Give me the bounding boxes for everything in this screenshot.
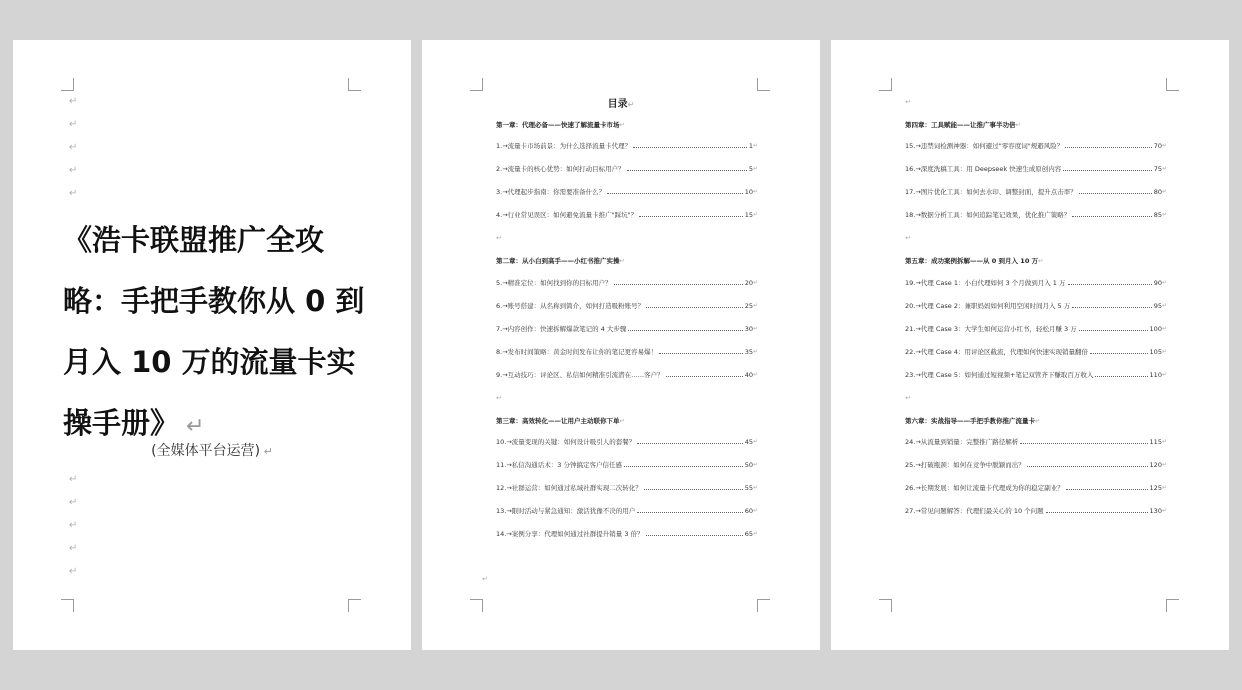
- paragraph-mark-icon: ↵: [69, 165, 78, 176]
- toc-entry[interactable]: 13.→限时活动与紧急通知：激活犹豫不决的用户 60 ↵: [496, 507, 758, 515]
- toc-page-2: [831, 40, 1229, 650]
- toc-entry[interactable]: 25.→打破瓶颈：如何在竞争中脱颖而出？ 120 ↵: [905, 461, 1167, 469]
- toc-chapter-heading[interactable]: 第六章：实战指导——手把手教你推广流量卡↵: [905, 417, 1041, 425]
- toc-entry[interactable]: 19.→代理 Case 1：小白代理如何 3 个月做到月入 1 万 90 ↵: [905, 279, 1167, 287]
- corner-mark: [879, 78, 892, 91]
- paragraph-mark-icon: ↵: [69, 96, 78, 107]
- corner-mark: [61, 599, 74, 612]
- toc-entry[interactable]: 8.→发布时间策略：黄金时间发布让你的笔记更容易爆！ 35 ↵: [496, 348, 758, 356]
- toc-entry[interactable]: 21.→代理 Case 3：大学生如何运营小红书，轻松月赚 3 万 100 ↵: [905, 325, 1167, 333]
- toc-page-1: [422, 40, 820, 650]
- paragraph-mark-icon: ↵: [69, 188, 78, 199]
- toc-entry[interactable]: 5.→精准定位：如何找到你的目标用户？ 20 ↵: [496, 279, 758, 287]
- paragraph-mark-icon: ↵: [496, 394, 502, 402]
- paragraph-mark-icon: ↵: [905, 234, 911, 242]
- toc-entry[interactable]: 4.→行业常见误区：如何避免流量卡推广"踩坑"？ 15 ↵: [496, 211, 758, 219]
- cover-title: 《浩卡联盟推广全攻略：手把手教你从 0 到月入 10 万的流量卡实操手册》 ↵: [63, 223, 365, 440]
- paragraph-mark-icon: ↵: [905, 98, 911, 106]
- paragraph-mark-icon: ↵: [69, 566, 78, 577]
- toc-entry[interactable]: 12.→社群运营：如何通过私域社群实现二次转化？ 55 ↵: [496, 484, 758, 492]
- toc-chapter-heading[interactable]: 第五章：成功案例拆解——从 0 到月入 10 万↵: [905, 257, 1044, 265]
- toc-entry[interactable]: 15.→违禁词检测神器：如何避过"零容度词"规避风险？ 70 ↵: [905, 142, 1167, 150]
- paragraph-mark-icon: ↵: [69, 543, 78, 554]
- paragraph-mark-icon: ↵: [179, 414, 205, 439]
- toc-entry[interactable]: 27.→常见问题解答：代理们最关心的 10 个问题 130 ↵: [905, 507, 1167, 515]
- toc-entry[interactable]: 1.→流量卡市场前景：为什么选择流量卡代理？ 1 ↵: [496, 142, 758, 150]
- toc-entry[interactable]: 14.→案例分享：代理如何通过社群提升销量 3 倍？ 65 ↵: [496, 530, 758, 538]
- corner-mark: [470, 599, 483, 612]
- toc-entry[interactable]: 23.→代理 Case 5：如何通过短视频+笔记双管齐下赚取百万收入 110 ↵: [905, 371, 1167, 379]
- toc-entry[interactable]: 26.→长期发展：如何让流量卡代理成为你的稳定副业？ 125 ↵: [905, 484, 1167, 492]
- paragraph-mark-icon: ↵: [905, 394, 911, 402]
- toc-heading: 目录↵: [607, 99, 635, 110]
- toc-entry[interactable]: 22.→代理 Case 4：用评论区截流，代理如何快速实现销量翻倍 105 ↵: [905, 348, 1167, 356]
- cover-subtitle: (全媒体平台运营) ↵: [151, 443, 273, 459]
- corner-mark: [879, 599, 892, 612]
- toc-entry[interactable]: 2.→流量卡的核心优势：如何打动目标用户？ 5 ↵: [496, 165, 758, 173]
- paragraph-mark-icon: ↵: [482, 575, 488, 583]
- corner-mark: [757, 599, 770, 612]
- toc-chapter-heading[interactable]: 第一章：代理必备——快速了解流量卡市场↵: [496, 121, 625, 129]
- toc-chapter-heading[interactable]: 第三章：高效转化——让用户主动联你下单↵: [496, 417, 625, 425]
- corner-mark: [470, 78, 483, 91]
- toc-entry[interactable]: 9.→互动技巧：评论区、私信如何精准引流潜在……客户？ 40 ↵: [496, 371, 758, 379]
- toc-entry[interactable]: 18.→数据分析工具：如何追踪笔记效果，优化推广策略？ 85 ↵: [905, 211, 1167, 219]
- toc-entry[interactable]: 24.→从流量到销量：完整推广路径解析 115 ↵: [905, 438, 1167, 446]
- toc-entry[interactable]: 20.→代理 Case 2：兼职妈妈如何利用空闲时间月入 5 万 95 ↵: [905, 302, 1167, 310]
- toc-entry[interactable]: 11.→私信沟通话术：3 分钟搞定客户信任感 50 ↵: [496, 461, 758, 469]
- corner-mark: [348, 599, 361, 612]
- paragraph-mark-icon: ↵: [69, 119, 78, 130]
- paragraph-mark-icon: ↵: [260, 445, 273, 458]
- corner-mark: [1166, 78, 1179, 91]
- toc-chapter-heading[interactable]: 第四章：工具赋能——让推广事半功倍↵: [905, 121, 1021, 129]
- corner-mark: [348, 78, 361, 91]
- paragraph-mark-icon: ↵: [496, 234, 502, 242]
- cover-page: [13, 40, 411, 650]
- toc-entry[interactable]: 17.→图片优化工具：如何去水印、调整封面，提升点击率？ 80 ↵: [905, 188, 1167, 196]
- toc-entry[interactable]: 6.→账号搭建：从名称到简介，如何打造吸粉账号？ 25 ↵: [496, 302, 758, 310]
- toc-entry[interactable]: 3.→代理起步指南：你需要准备什么？ 10 ↵: [496, 188, 758, 196]
- corner-mark: [757, 78, 770, 91]
- paragraph-mark-icon: ↵: [69, 474, 78, 485]
- paragraph-mark-icon: ↵: [69, 520, 78, 531]
- corner-mark: [1166, 599, 1179, 612]
- paragraph-mark-icon: ↵: [69, 497, 78, 508]
- toc-chapter-heading[interactable]: 第二章：从小白到高手——小红书推广实操↵: [496, 257, 625, 265]
- corner-mark: [61, 78, 74, 91]
- toc-entry[interactable]: 10.→流量变现的关键：如何设计吸引人的套餐？ 45 ↵: [496, 438, 758, 446]
- toc-entry[interactable]: 7.→内容创作：快速拆解爆款笔记的 4 大步骤 30 ↵: [496, 325, 758, 333]
- paragraph-mark-icon: ↵: [69, 142, 78, 153]
- toc-entry[interactable]: 16.→深度洗稿工具：用 Deepseek 快速生成原创内容 75 ↵: [905, 165, 1167, 173]
